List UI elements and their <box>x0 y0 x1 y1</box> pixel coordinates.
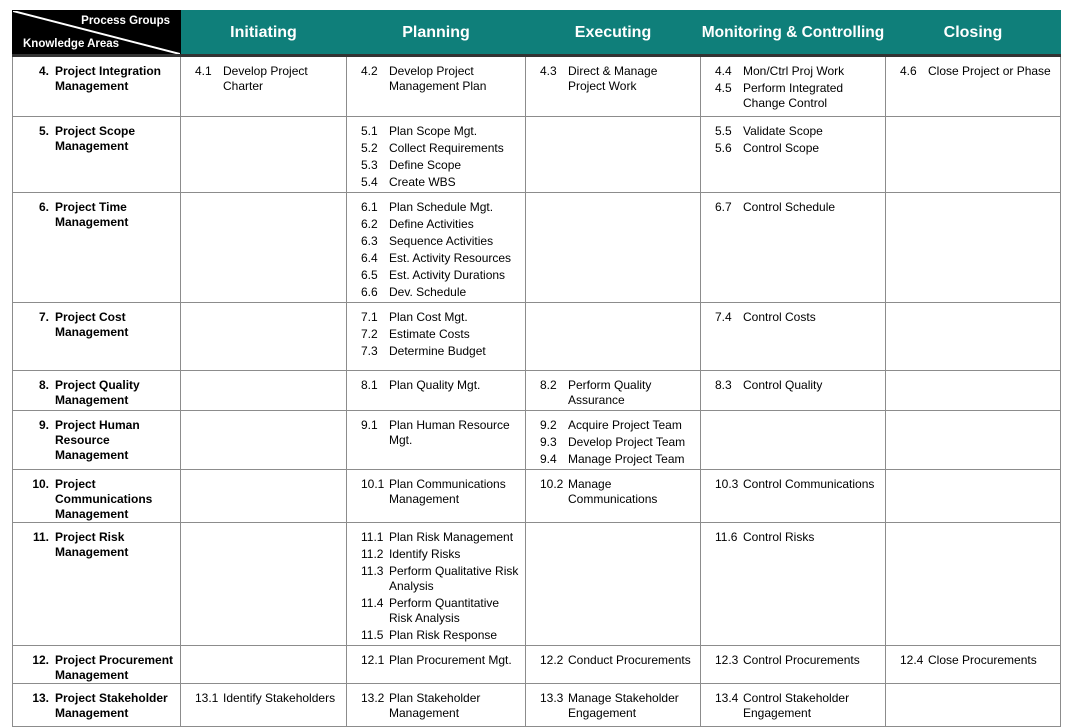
process-label: Control Procurements <box>743 653 860 667</box>
knowledge-area-number: 10. <box>32 477 49 491</box>
process-item <box>715 477 881 492</box>
process-item <box>361 327 521 342</box>
process-item <box>540 452 696 467</box>
knowledge-area-name: Project Procurement Management <box>55 653 174 682</box>
process-item <box>361 251 521 266</box>
process-number: 8.1 <box>361 378 378 392</box>
process-item <box>361 124 521 139</box>
process-item <box>361 596 521 626</box>
process-number: 5.5 <box>715 124 732 138</box>
process-item <box>540 418 696 433</box>
process-item <box>540 477 696 507</box>
process-label: Mon/Ctrl Proj Work <box>743 64 845 78</box>
process-cell-closing <box>886 371 1061 411</box>
process-label: Control Stakeholder Engagement <box>743 691 850 720</box>
process-item <box>715 530 881 545</box>
process-cell-closing <box>886 303 1061 371</box>
process-number: 4.6 <box>900 64 917 78</box>
knowledge-area-cell <box>13 646 181 684</box>
process-cell-planning <box>347 523 526 646</box>
process-item <box>361 268 521 283</box>
process-cell-closing <box>886 411 1061 470</box>
process-item <box>361 378 521 393</box>
process-cell-closing <box>886 117 1061 193</box>
process-cell-planning <box>347 56 526 117</box>
process-label: Develop Project Charter <box>223 64 308 93</box>
process-item <box>361 418 521 448</box>
process-cell-initiating <box>181 470 347 523</box>
process-cell-planning <box>347 117 526 193</box>
process-item <box>900 653 1056 668</box>
process-label: Manage Communications <box>568 477 658 506</box>
process-cell-monitoring <box>701 117 886 193</box>
process-label: Control Schedule <box>743 200 836 214</box>
process-groups-label: Process Groups <box>81 15 170 27</box>
process-item <box>715 378 881 393</box>
process-number: 5.2 <box>361 141 378 155</box>
process-cell-initiating <box>181 56 347 117</box>
knowledge-areas-label: Knowledge Areas <box>23 38 120 50</box>
process-cell-closing <box>886 193 1061 303</box>
process-item <box>540 653 696 668</box>
process-number: 10.1 <box>361 477 385 491</box>
process-label: Control Quality <box>743 378 823 392</box>
process-number: 9.4 <box>540 452 557 466</box>
process-label: Conduct Procurements <box>568 653 691 667</box>
knowledge-area-row <box>13 371 1061 411</box>
process-label: Sequence Activities <box>389 234 494 248</box>
process-item <box>361 234 521 249</box>
process-item <box>361 175 521 190</box>
process-label: Perform Integrated Change Control <box>743 81 844 110</box>
process-item <box>715 691 881 721</box>
process-number: 11.4 <box>361 596 384 610</box>
process-number: 11.5 <box>361 628 384 642</box>
knowledge-area-cell <box>13 684 181 727</box>
process-number: 6.2 <box>361 217 378 231</box>
process-matrix-table <box>12 10 1061 727</box>
process-label: Plan Procurement Mgt. <box>389 653 512 667</box>
process-cell-closing <box>886 523 1061 646</box>
process-label: Manage Stakeholder Engagement <box>568 691 679 720</box>
process-item <box>361 64 521 94</box>
knowledge-area-number: 4. <box>38 64 49 78</box>
process-label: Control Communications <box>743 477 875 491</box>
process-cell-initiating <box>181 117 347 193</box>
process-label: Manage Project Team <box>568 452 685 466</box>
process-label: Perform Qualitative Risk Analysis <box>389 564 519 593</box>
process-number: 9.1 <box>361 418 378 432</box>
process-cell-initiating <box>181 684 347 727</box>
knowledge-area-row <box>13 470 1061 523</box>
process-cell-monitoring <box>701 646 886 684</box>
process-cell-planning <box>347 411 526 470</box>
process-number: 4.5 <box>715 81 732 95</box>
process-label: Perform Quantitative Risk Analysis <box>389 596 500 625</box>
process-cell-executing <box>526 371 701 411</box>
process-label: Plan Schedule Mgt. <box>389 200 494 214</box>
process-number: 6.7 <box>715 200 732 214</box>
process-number: 7.3 <box>361 344 378 358</box>
process-label: Identify Stakeholders <box>223 691 336 705</box>
process-number: 6.6 <box>361 285 378 299</box>
knowledge-area-name: Project Stakeholder Management <box>55 691 168 720</box>
process-item <box>195 64 342 94</box>
knowledge-area-row <box>13 523 1061 646</box>
process-number: 13.3 <box>540 691 564 705</box>
process-label: Plan Human Resource Mgt. <box>389 418 510 447</box>
process-item <box>900 64 1056 79</box>
process-cell-executing <box>526 523 701 646</box>
process-number: 13.1 <box>195 691 219 705</box>
knowledge-area-name: Project Time Management <box>55 200 129 229</box>
header-initiating: Initiating <box>181 11 347 56</box>
knowledge-area-cell <box>13 303 181 371</box>
process-item <box>195 691 342 706</box>
process-label: Collect Requirements <box>389 141 504 155</box>
knowledge-area-number: 8. <box>38 378 49 392</box>
knowledge-area-cell <box>13 411 181 470</box>
process-number: 11.2 <box>361 547 384 561</box>
process-number: 13.2 <box>361 691 385 705</box>
process-cell-monitoring <box>701 56 886 117</box>
process-cell-monitoring <box>701 303 886 371</box>
process-number: 9.3 <box>540 435 557 449</box>
corner-header <box>13 11 181 56</box>
process-item <box>361 628 521 643</box>
process-cell-executing <box>526 646 701 684</box>
process-item <box>361 285 521 300</box>
process-number: 13.4 <box>715 691 739 705</box>
process-number: 10.3 <box>715 477 739 491</box>
knowledge-area-name: Project Human Resource Management <box>55 418 140 462</box>
process-number: 12.1 <box>361 653 385 667</box>
knowledge-area-number: 7. <box>38 310 49 324</box>
knowledge-area-row <box>13 303 1061 371</box>
process-item <box>540 435 696 450</box>
process-number: 5.4 <box>361 175 378 189</box>
process-cell-executing <box>526 470 701 523</box>
process-number: 5.6 <box>715 141 732 155</box>
process-number: 5.3 <box>361 158 378 172</box>
knowledge-area-cell <box>13 117 181 193</box>
process-item <box>715 141 881 156</box>
process-item <box>361 564 521 594</box>
process-item <box>540 64 696 94</box>
process-cell-closing <box>886 646 1061 684</box>
process-number: 12.3 <box>715 653 739 667</box>
process-item <box>715 81 881 111</box>
process-cell-planning <box>347 303 526 371</box>
knowledge-area-number: 6. <box>38 200 49 214</box>
process-label: Estimate Costs <box>389 327 470 341</box>
process-cell-closing <box>886 684 1061 727</box>
process-number: 6.1 <box>361 200 378 214</box>
process-label: Determine Budget <box>389 344 486 358</box>
process-label: Dev. Schedule <box>389 285 467 299</box>
process-label: Control Costs <box>743 310 816 324</box>
process-item <box>540 691 696 721</box>
process-item <box>715 310 881 325</box>
knowledge-area-cell <box>13 56 181 117</box>
process-cell-initiating <box>181 523 347 646</box>
process-cell-planning <box>347 646 526 684</box>
knowledge-area-name: Project Cost Management <box>55 310 129 339</box>
process-number: 8.3 <box>715 378 732 392</box>
process-number: 5.1 <box>361 124 378 138</box>
process-item <box>361 217 521 232</box>
process-cell-planning <box>347 193 526 303</box>
process-label: Acquire Project Team <box>568 418 682 432</box>
process-label: Plan Risk Response <box>389 628 498 642</box>
knowledge-area-name: Project Scope Management <box>55 124 136 153</box>
process-label: Develop Project Team <box>568 435 686 449</box>
process-label: Plan Cost Mgt. <box>389 310 468 324</box>
process-item <box>361 653 521 668</box>
knowledge-area-number: 12. <box>32 653 49 667</box>
process-cell-monitoring <box>701 684 886 727</box>
process-label: Create WBS <box>389 175 456 189</box>
process-number: 8.2 <box>540 378 557 392</box>
knowledge-area-number: 9. <box>38 418 49 432</box>
process-label: Close Project or Phase <box>928 64 1051 78</box>
process-cell-executing <box>526 193 701 303</box>
header-row <box>13 11 1061 56</box>
knowledge-area-number: 11. <box>32 530 49 544</box>
process-number: 11.6 <box>715 530 738 544</box>
process-label: Perform Quality Assurance <box>568 378 652 407</box>
process-item <box>715 64 881 79</box>
process-number: 9.2 <box>540 418 557 432</box>
process-number: 12.2 <box>540 653 564 667</box>
process-number: 6.4 <box>361 251 378 265</box>
process-cell-executing <box>526 411 701 470</box>
process-label: Plan Stakeholder Management <box>389 691 481 720</box>
process-label: Identify Risks <box>389 547 461 561</box>
process-label: Validate Scope <box>743 124 823 138</box>
process-label: Plan Quality Mgt. <box>389 378 481 392</box>
process-label: Plan Scope Mgt. <box>389 124 478 138</box>
process-label: Est. Activity Resources <box>389 251 512 265</box>
process-number: 4.2 <box>361 64 378 78</box>
knowledge-area-row <box>13 684 1061 727</box>
process-label: Control Scope <box>743 141 820 155</box>
header-monitoring-controlling: Monitoring & Controlling <box>701 11 886 56</box>
process-label: Direct & Manage Project Work <box>568 64 658 93</box>
process-number: 4.3 <box>540 64 557 78</box>
process-item <box>540 378 696 408</box>
process-cell-monitoring <box>701 371 886 411</box>
knowledge-area-row <box>13 411 1061 470</box>
process-cell-closing <box>886 470 1061 523</box>
process-cell-initiating <box>181 411 347 470</box>
process-item <box>361 158 521 173</box>
process-number: 4.4 <box>715 64 732 78</box>
process-cell-planning <box>347 470 526 523</box>
header-planning: Planning <box>347 11 526 56</box>
process-label: Define Scope <box>389 158 462 172</box>
process-item <box>361 547 521 562</box>
process-item <box>361 691 521 721</box>
knowledge-area-cell <box>13 523 181 646</box>
knowledge-area-name: Project Integration Management <box>55 64 162 93</box>
process-cell-initiating <box>181 371 347 411</box>
process-number: 10.2 <box>540 477 564 491</box>
knowledge-area-row <box>13 117 1061 193</box>
process-cell-initiating <box>181 646 347 684</box>
process-number: 7.2 <box>361 327 378 341</box>
knowledge-area-cell <box>13 371 181 411</box>
process-number: 11.3 <box>361 564 384 578</box>
process-cell-executing <box>526 303 701 371</box>
process-number: 7.1 <box>361 310 378 324</box>
process-cell-executing <box>526 684 701 727</box>
knowledge-area-name: Project Communications Management <box>55 477 153 521</box>
knowledge-area-name: Project Risk Management <box>55 530 129 559</box>
process-label: Develop Project Management Plan <box>389 64 487 93</box>
process-label: Control Risks <box>743 530 815 544</box>
process-item <box>361 141 521 156</box>
process-item <box>361 310 521 325</box>
process-number: 6.3 <box>361 234 378 248</box>
process-cell-monitoring <box>701 193 886 303</box>
process-cell-planning <box>347 684 526 727</box>
process-number: 12.4 <box>900 653 924 667</box>
process-cell-initiating <box>181 193 347 303</box>
process-cell-executing <box>526 117 701 193</box>
process-item <box>715 200 881 215</box>
knowledge-area-row <box>13 193 1061 303</box>
knowledge-area-row <box>13 56 1061 117</box>
process-item <box>715 124 881 139</box>
process-cell-executing <box>526 56 701 117</box>
process-cell-monitoring <box>701 411 886 470</box>
header-closing: Closing <box>886 11 1061 56</box>
process-item <box>361 530 521 545</box>
process-label: Est. Activity Durations <box>389 268 506 282</box>
knowledge-area-number: 13. <box>32 691 49 705</box>
process-label: Plan Risk Management <box>389 530 514 544</box>
process-cell-planning <box>347 371 526 411</box>
process-item <box>361 477 521 507</box>
process-label: Close Procurements <box>928 653 1037 667</box>
knowledge-area-cell <box>13 193 181 303</box>
process-number: 7.4 <box>715 310 732 324</box>
process-number: 6.5 <box>361 268 378 282</box>
process-cell-monitoring <box>701 523 886 646</box>
process-cell-initiating <box>181 303 347 371</box>
process-cell-closing <box>886 56 1061 117</box>
process-item <box>361 344 521 359</box>
knowledge-area-number: 5. <box>38 124 49 138</box>
process-number: 11.1 <box>361 530 384 544</box>
process-label: Define Activities <box>389 217 474 231</box>
process-label: Plan Communications Management <box>389 477 506 506</box>
process-item <box>715 653 881 668</box>
process-item <box>361 200 521 215</box>
knowledge-area-row <box>13 646 1061 684</box>
process-number: 4.1 <box>195 64 212 78</box>
process-cell-monitoring <box>701 470 886 523</box>
knowledge-area-name: Project Quality Management <box>55 378 140 407</box>
header-executing: Executing <box>526 11 701 56</box>
knowledge-area-cell <box>13 470 181 523</box>
